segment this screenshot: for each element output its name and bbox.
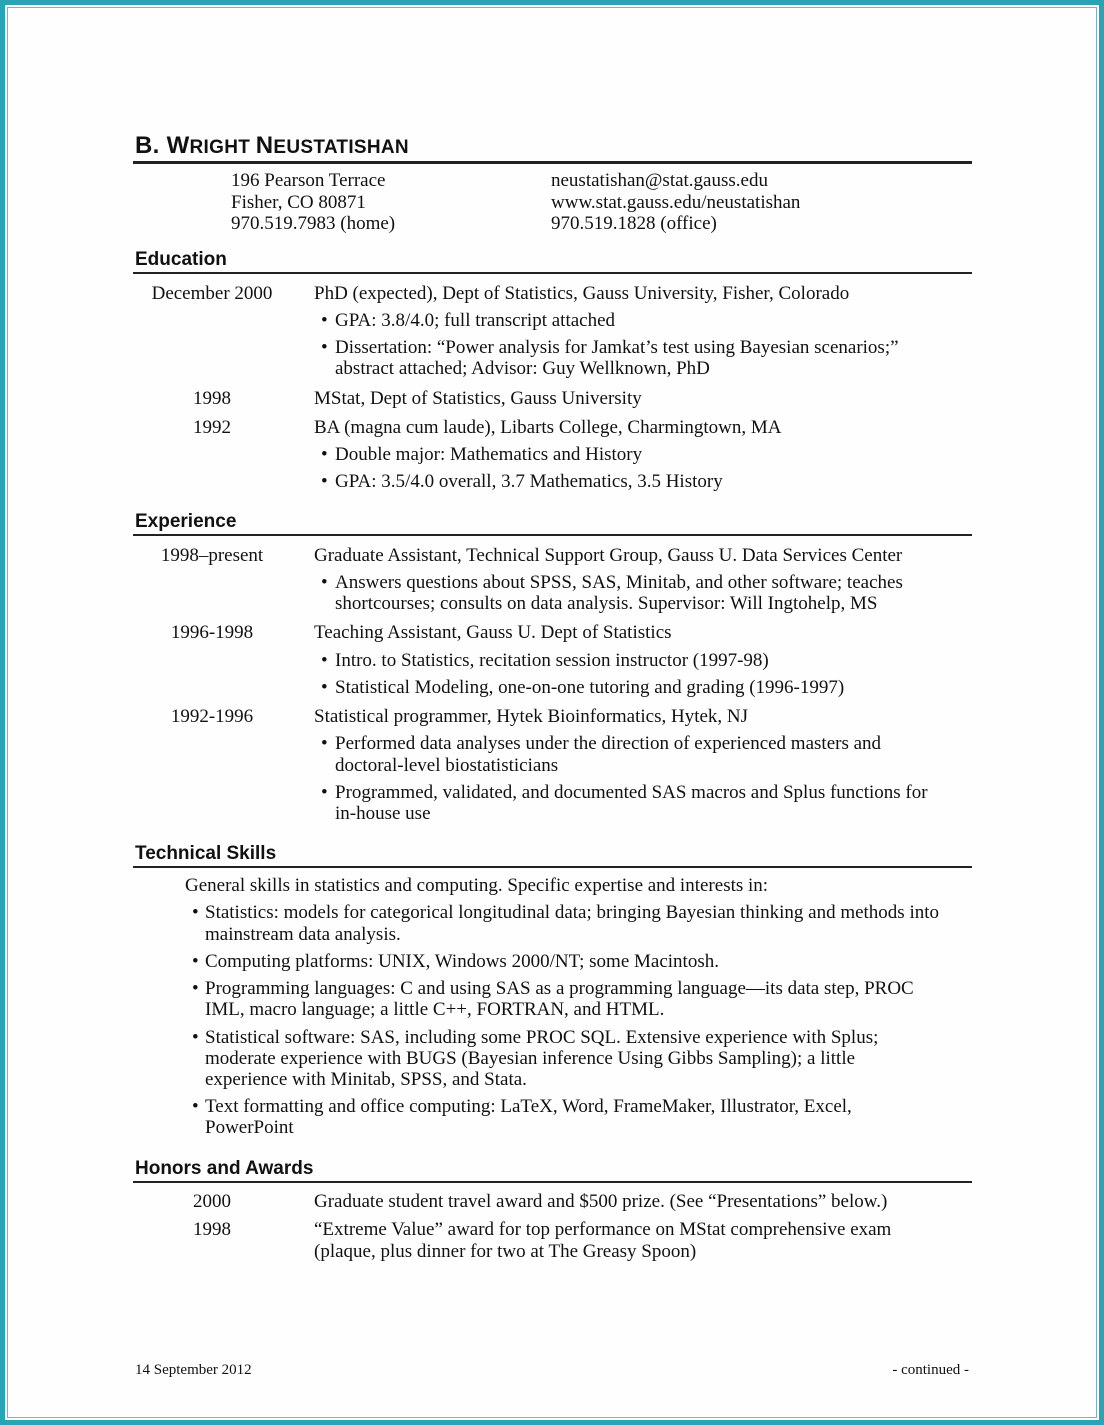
edu-degree: BA (magna cum laude), Libarts College, Charmingtown, MA	[314, 417, 782, 438]
footer-date: 14 September 2012	[135, 1362, 252, 1378]
address-line: Fisher, CO 80871	[231, 191, 366, 213]
section-rule	[133, 534, 972, 536]
honor-date: 2000	[193, 1191, 231, 1212]
edu-degree: MStat, Dept of Statistics, Gauss University	[314, 388, 642, 409]
edu-date: 1998	[193, 388, 231, 409]
name-part: EUSTATISHAN	[273, 137, 409, 158]
skills-intro: General skills in statistics and computing. Specific expertise and interests in:	[185, 875, 769, 896]
exp-position: Statistical programmer, Hytek Bioinformatics, Hytek, NJ	[314, 706, 749, 727]
name-part: .	[152, 132, 167, 159]
honor-description: “Extreme Value” award for top performance on MStat comprehensive exam	[314, 1219, 892, 1240]
exp-position: Teaching Assistant, Gauss U. Dept of Statistics	[314, 622, 672, 643]
exp-date: 1998–present	[160, 545, 264, 566]
address-block	[231, 170, 395, 235]
name-part: B	[135, 132, 153, 159]
email-link[interactable]: neustatishan@stat.gauss.edu	[551, 170, 768, 191]
honors-heading: Honors and Awards	[135, 1158, 314, 1179]
name-part: RIGHT	[189, 137, 256, 158]
edu-date: December 2000	[151, 283, 273, 304]
resume-name	[135, 132, 409, 160]
contact-block	[551, 170, 800, 235]
skills-heading: Technical Skills	[135, 843, 277, 864]
resume-page: B. WRIGHT NEUSTATISHAN 196 Pearson Terrace Fisher, CO 80871 970.519.7983 (home) neustatishan@stat.gauss.edu www.stat.gauss.edu/neustatishan 970.519.1828 (office) Education December 2000 PhD (expected), Dept of Statistics, Gauss University, Fisher, Colorado • GPA: 3.8/4.0; full transcript attached • Dissertation: “Power analysis for Jamkat’s test using Bayesian scenarios;” abstract attached; Advisor: Guy Wellknown, PhD 1998 MStat, Dept of Statistics, Gauss University 1992 BA (magna cum laude), Libarts College, Charmingtown, MA • Double major: Mathematics and History • GPA: 3.5/4.0 overall, 3.7 Mathematics, 3.5 History Experience 1998–present Graduate Assistant, Technical Support Group, Gauss U. Data Services Center • Answers questions about SPSS, SAS, Minitab, and other software; teaches shortcourses; consults on data analysis. Supervisor: Will Ingtohelp, MS 1996-1998 Teaching Assistant, Gauss U. Dept of Statistics • Intro. to Statistics, recitation session instructor (1997-98) • Statistical Modeling, one-on-one tutoring and grading (1996-1997) 1992-1996 Statistical programmer, Hytek Bioinformatics, Hytek, NJ • Performed data analyses under the direction of experienced masters and doctoral-level biostatisticians • Programmed, validated, and documented SAS macros and Splus functions for in-house use Technical Skills General skills in statistics and computing. Specific expertise and interests in: • Statistics: models for categorical longitudinal data; bringing Bayesian thinking and methods into mainstream data analysis. • Computing platforms: UNIX, Windows 2000/NT; some Macintosh. • Programming languages: C and using SAS as a programming language—its data step, PROC IML, macro language; a little C++, FORTRAN, and HTML. • Statistical software: SAS, including some PROC SQL. Extensive experience with Splus; moderate experience with BUGS (Bayesian inference Using Gibbs Sampling); a little experience with Minitab, SPSS, and Stata. • Text formatting and office computing: LaTeX, Word, FrameMaker, Illustrator, Excel, PowerPoint Honors and Awards 2000 Graduate student travel award and $500 prize. (See “Presentations” below.) 1998 “Extreme Value” award for top performance on MStat comprehensive exam (plaque, plus dinner for two at The Greasy Spoon) 14 September 2012 - continued -	[5, 5, 1099, 1420]
edu-degree: PhD (expected), Dept of Statistics, Gauss University, Fisher, Colorado	[314, 283, 850, 304]
name-part: N	[255, 132, 274, 159]
honor-description-cont: (plaque, plus dinner for two at The Greasy Spoon)	[314, 1241, 697, 1262]
exp-date: 1992-1996	[170, 706, 254, 727]
section-rule	[133, 272, 972, 274]
name-part: W	[166, 132, 190, 159]
honor-description: Graduate student travel award and $500 prize. (See “Presentations” below.)	[314, 1191, 888, 1212]
edu-date: 1992	[193, 417, 231, 438]
office-phone: 970.519.1828 (office)	[551, 213, 717, 234]
education-heading: Education	[135, 249, 227, 270]
experience-heading: Experience	[135, 511, 237, 532]
address-line: 196 Pearson Terrace	[231, 170, 386, 191]
website-link[interactable]: www.stat.gauss.edu/neustatishan	[551, 191, 801, 213]
exp-date: 1996-1998	[170, 622, 254, 643]
name-rule	[133, 161, 972, 164]
section-rule	[133, 866, 972, 868]
footer-continued: - continued -	[892, 1362, 969, 1378]
home-phone: 970.519.7983 (home)	[231, 213, 396, 234]
exp-position: Graduate Assistant, Technical Support Group, Gauss U. Data Services Center	[314, 545, 903, 566]
section-rule	[133, 1181, 972, 1183]
honor-date: 1998	[193, 1219, 231, 1240]
